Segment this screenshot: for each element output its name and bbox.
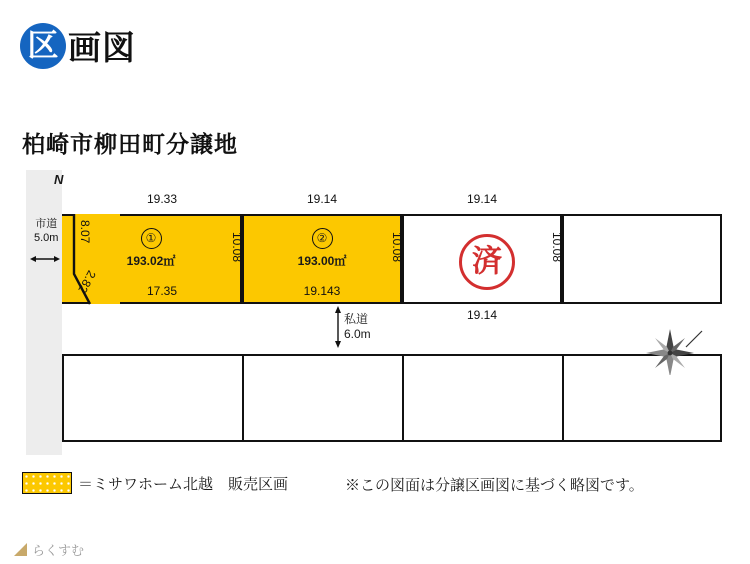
disclaimer-note: ※この図面は分譲区画図に基づく略図です。	[345, 477, 644, 494]
public-road-label	[34, 218, 58, 246]
lot-2-bottom-edge: 19.143	[303, 284, 341, 298]
lot-1-bottom-edge: 17.35	[146, 284, 178, 298]
lot-2-area: 193.00㎡	[297, 254, 347, 268]
lot-3-left-edge: 10.08	[390, 232, 404, 263]
lot-2-left-edge: 10.08	[230, 232, 244, 263]
public-road-width: 5.0m	[34, 231, 59, 244]
footer-brand	[14, 540, 84, 559]
public-road-width-arrow-icon	[30, 254, 60, 264]
logo-mark-icon: 区	[20, 23, 66, 69]
lot-1-corner-edge: 2.82	[75, 268, 99, 296]
lot-1-top-edge: 19.33	[146, 192, 178, 206]
compass-icon	[640, 325, 710, 375]
private-road-width-arrow-icon	[332, 306, 344, 348]
lower-block-divider	[562, 356, 564, 440]
brand-name: らくすむ	[32, 543, 85, 558]
sold-stamp-icon: 済	[459, 234, 515, 290]
lot-4-left-edge: 10.08	[550, 232, 564, 263]
brand-mark-icon	[14, 543, 27, 556]
lower-lot-block	[62, 354, 722, 442]
logo-text: 画図	[68, 29, 136, 66]
lot-4[interactable]	[562, 214, 722, 304]
lot-1-area: 193.02㎡	[126, 254, 176, 268]
lot-2-number: ②	[244, 228, 400, 249]
lower-block-divider	[242, 356, 244, 440]
private-road-name: 私道	[344, 312, 369, 326]
header-logo	[20, 22, 136, 69]
legend-swatch	[22, 472, 72, 494]
compass-north-label: N	[54, 172, 64, 187]
lot-2-top-edge: 19.14	[306, 192, 338, 206]
public-road-strip	[26, 170, 62, 455]
plot-map	[0, 170, 750, 455]
lot-1-left-edge: 8.07	[78, 220, 92, 244]
public-road-name: 市道	[35, 218, 58, 230]
lot-3-sold[interactable]	[402, 214, 562, 304]
legend-text: ＝ミサワホーム北越 販売区画	[78, 475, 289, 493]
lot-3-top-edge: 19.14	[466, 192, 498, 206]
private-road-width: 6.0m	[344, 327, 371, 341]
lot-3-bottom-edge: 19.14	[466, 308, 498, 322]
lot-1-number: ①	[62, 228, 240, 249]
legend	[22, 472, 288, 494]
page-title: 柏崎市柳田町分譲地	[22, 131, 238, 157]
private-road-label	[344, 312, 371, 342]
lower-block-divider	[402, 356, 404, 440]
